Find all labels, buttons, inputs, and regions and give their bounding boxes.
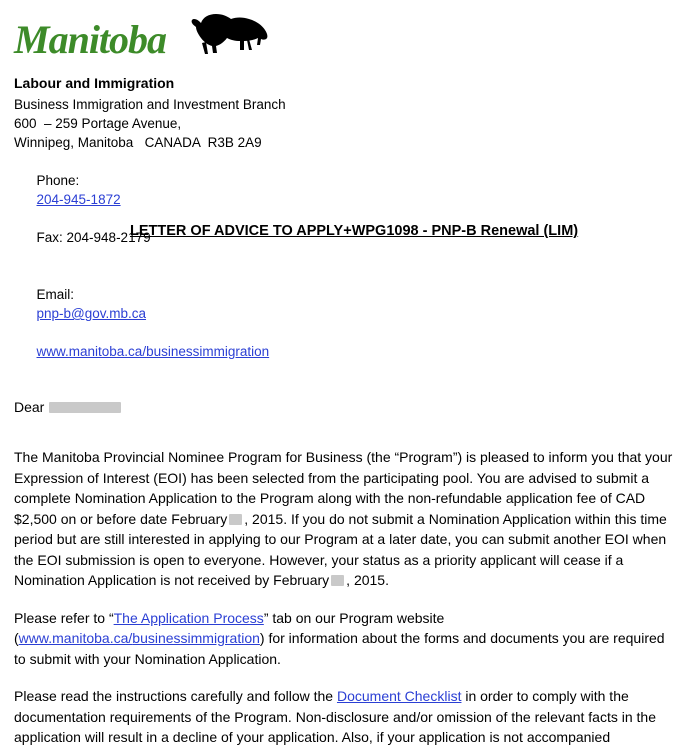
paragraph-2-part-2: ” tab on our Program website ( [14,609,445,646]
address-line-2: Winnipeg, Manitoba CANADA R3B 2A9 [14,135,262,150]
phone-link[interactable]: 204-945-1872 [36,192,121,207]
manitoba-wordmark: Manitoba [14,17,167,62]
document-checklist-link[interactable]: Document Checklist [336,688,462,704]
paragraph-3 [14,686,673,748]
redacted-name [49,402,121,413]
email-line [14,266,687,380]
paragraph-2 [14,608,673,670]
salutation-text: Dear [14,399,45,415]
paragraph-1-part-3: , 2015. [346,572,389,588]
redacted-date-1 [229,514,242,525]
branch-name: Business Immigration and Investment Branch [14,97,286,112]
program-website-link-part-1[interactable]: www.manitoba.ca/ [18,630,133,646]
paragraph-1 [14,447,673,591]
paragraph-1-part-1: The Manitoba Provincial Nominee Program for Business (the “Program”) is pleased to inform you that your Expression of Interest (EOI) has been selected from the participating pool. You are advised to submit a complete Nomination Application to the Program along with the non-refundable application fee of CAD $2,500 on or before date February [14,449,673,527]
paragraph-2-part-1: Please refer to “ [14,609,114,626]
paragraph-1-part-2: , 2015. If you do not submit a Nomination Application within this time period but are still interested in applying to our Program at a later date, you can submit another EOI when the EOI submission is open to everyone. However, your status as a priority applicant will cease if a Nomination Application is not received by February [14,510,667,588]
redacted-date-2 [331,575,344,586]
address-line-1: 600 – 259 Portage Avenue, [14,116,182,131]
email-link[interactable]: pnp-b@gov.mb.ca [36,306,147,321]
paragraph-3-part-2: in order to comply with the documentation requirements of the Program. Non-disclosure and/or omission of the relevant facts in the application will result in a decline of your application. Also, if your application is not accompanied [14,688,656,745]
email-label: Email: [36,287,75,302]
phone-label: Phone: [36,173,80,188]
paragraph-3-part-1: Please read the instructions carefully and follow the [14,688,337,704]
letter-title: LETTER OF ADVICE TO APPLY+WPG1098 - PNP-B Renewal (LIM) [130,223,579,239]
letterhead-logo [14,8,687,70]
bison-icon [189,12,271,58]
department-name: Labour and Immigration [14,75,175,91]
phone-line [14,152,687,266]
application-process-link[interactable]: The Application Process [113,609,264,626]
letter-body [14,447,673,748]
website-link[interactable]: www.manitoba.ca/businessimmigration [36,344,270,359]
fax-text: Fax: 204-948-2179 [36,230,151,245]
program-website-link-part-2[interactable]: businessimmigration [132,630,260,646]
document-page [0,8,687,745]
salutation-line [14,398,687,417]
paragraph-2-part-3: ) for information about the forms and documents you are required to submit with your Nomination Application. [14,630,665,667]
